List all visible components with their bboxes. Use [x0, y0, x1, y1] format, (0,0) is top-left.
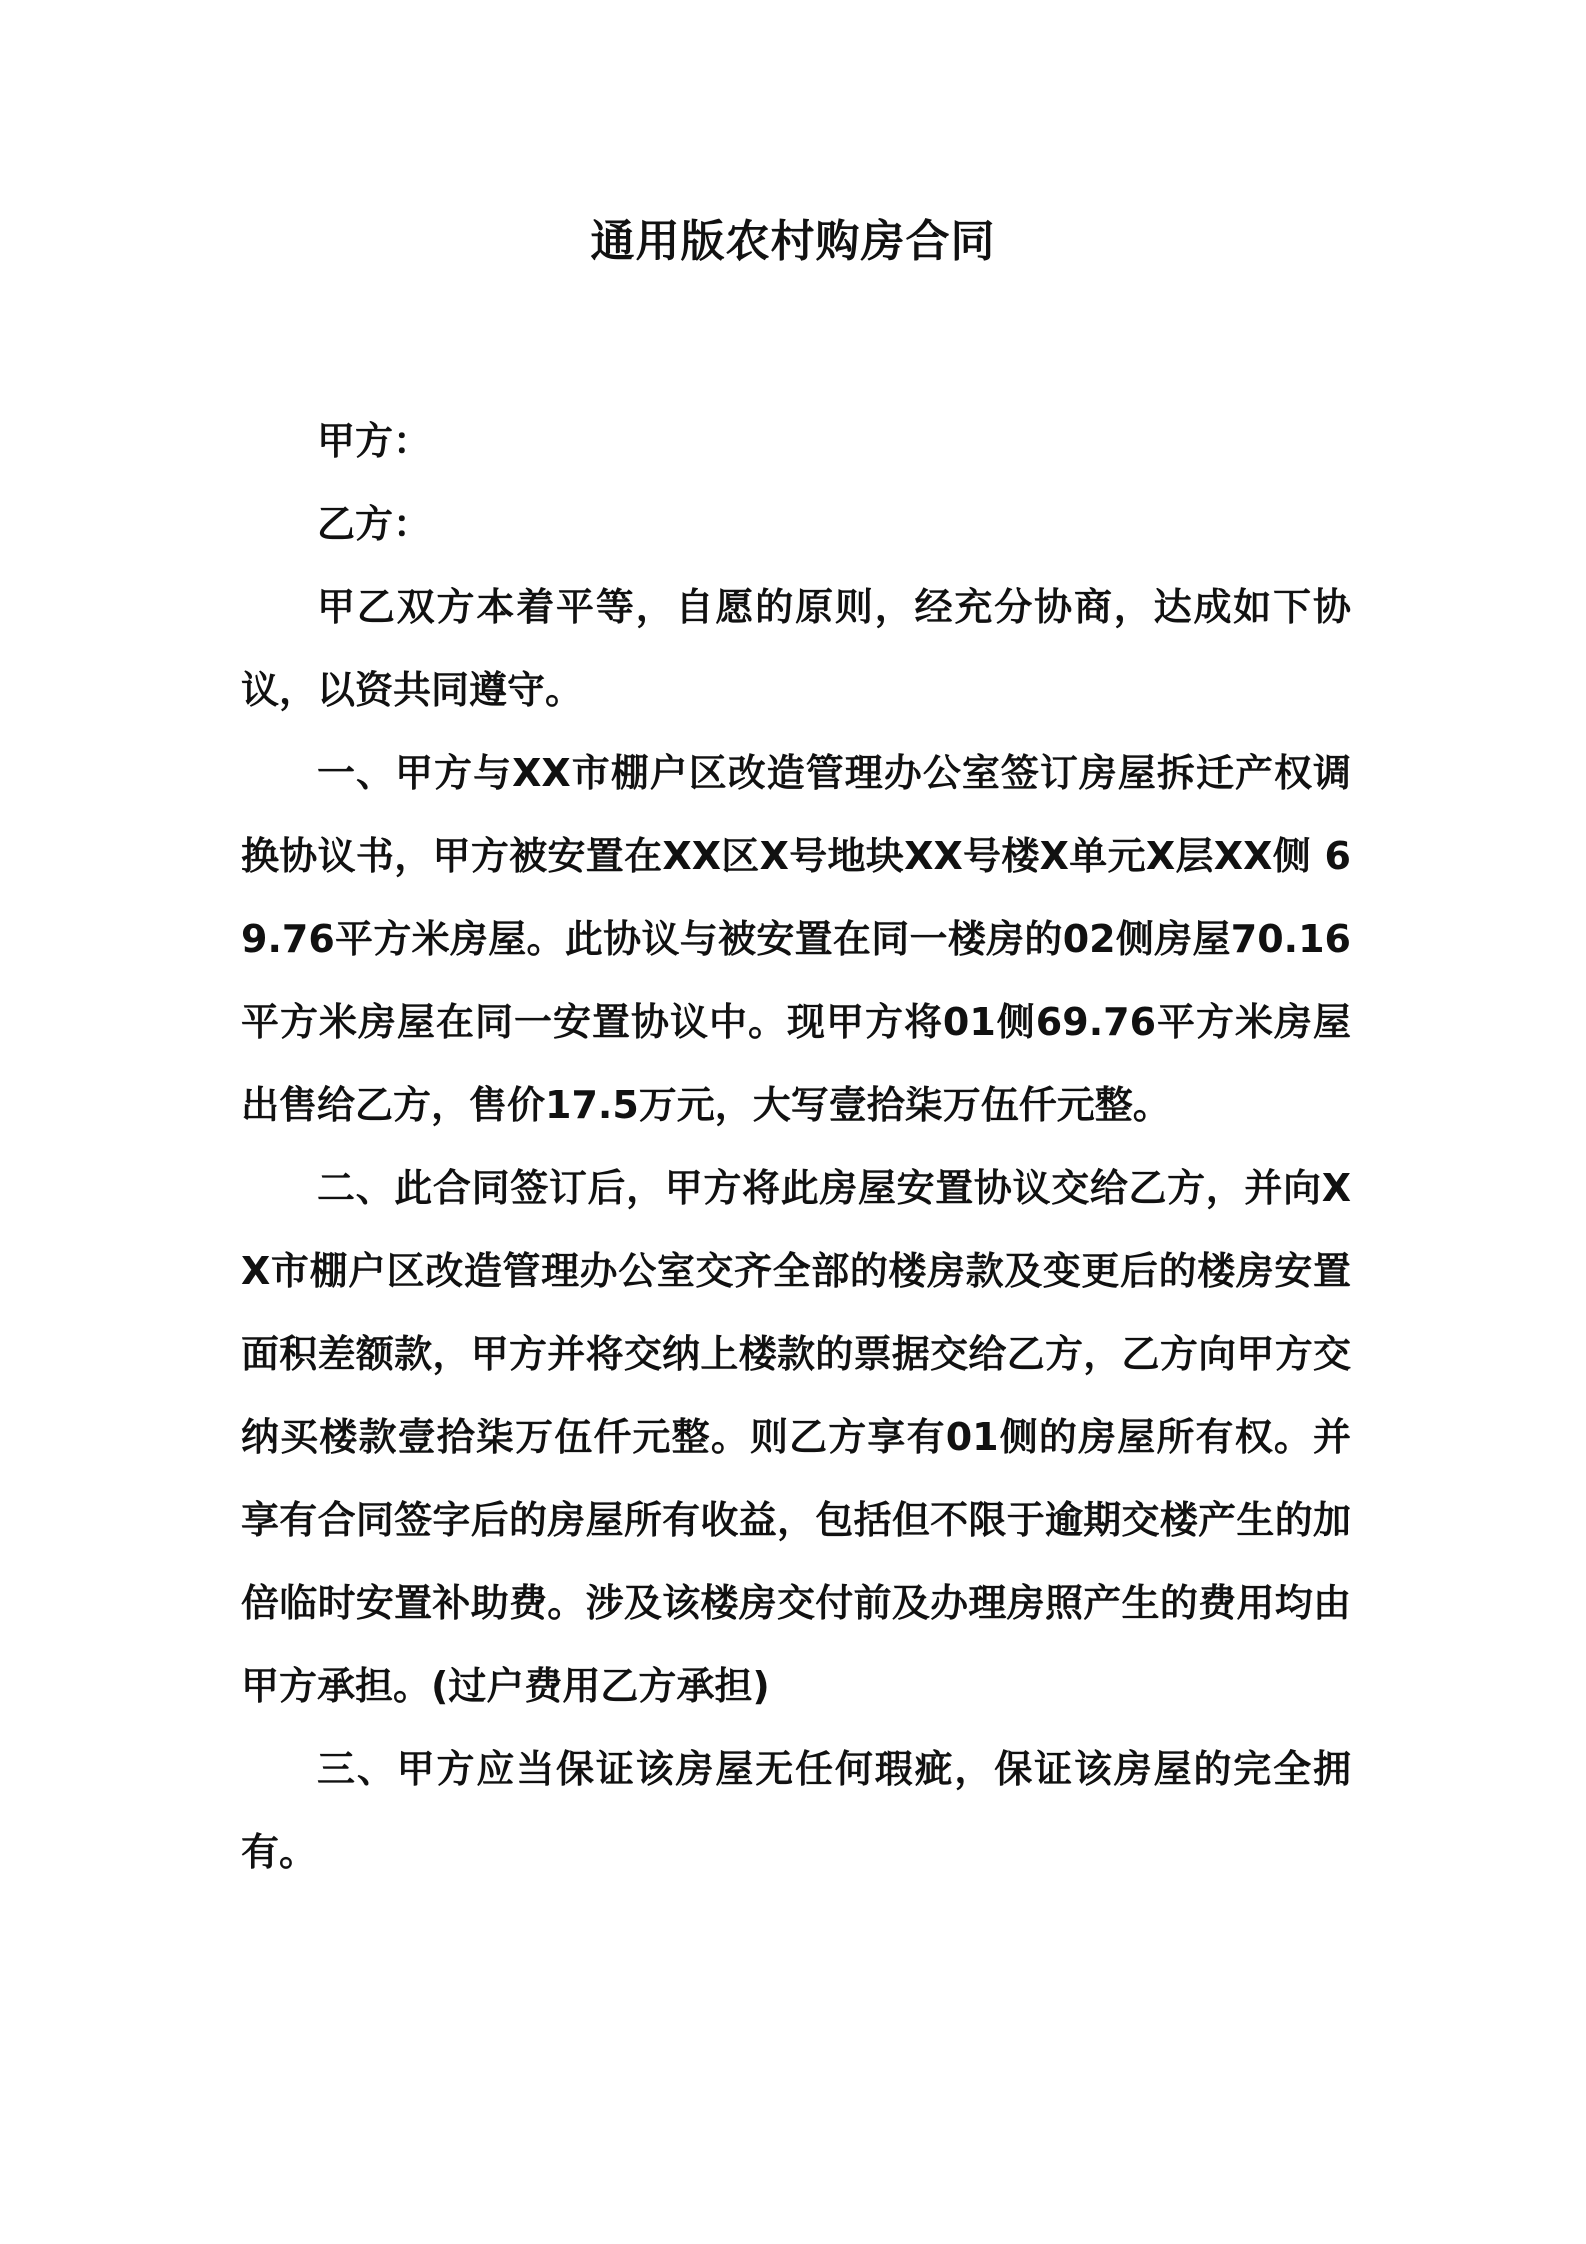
intro-paragraph: 甲乙双方本着平等，自愿的原则，经充分协商，达成如下协议，以资共同遵守。 [241, 585, 1351, 712]
document-title: 通用版农村购房合同 [590, 216, 996, 267]
clause-2-paragraph: 二、此合同签订后，甲方将此房屋安置协议交给乙方，并向XX市棚户区改造管理办公室交齐全部的楼房款及变更后的楼房安置面积差额款，甲方并将交纳上楼款的票据交给乙方，乙方向甲方交纳买楼款壹拾柒万伍仟元整。则乙方享有01侧的房屋所有权。并享有合同签字后的房屋所有收益，包括但不限于逾期交楼产生的加倍临时安置补助费。涉及该楼房交付前及办理房照产生的费用均由甲方承担。(过户费用乙方承担) [241, 1166, 1351, 1708]
party-a-line: 甲方： [317, 419, 432, 463]
party-b-line: 乙方： [317, 502, 432, 546]
clause-1-paragraph: 一、甲方与XX市棚户区改造管理办公室签订房屋拆迁产权调换协议书，甲方被安置在XX区X号地块XX号楼X单元X层XX侧 69.76平方米房屋。此协议与被安置在同一楼房的02侧房屋70.16平方米房屋在同一安置协议中。现甲方将01侧69.76平方米房屋出售给乙方，售价17.5万元，大写壹拾柒万伍仟元整。 [241, 751, 1351, 1127]
document-body [241, 400, 1351, 1894]
clause-3-paragraph: 三、甲方应当保证该房屋无任何瑕疵，保证该房屋的完全拥有。 [241, 1747, 1351, 1874]
